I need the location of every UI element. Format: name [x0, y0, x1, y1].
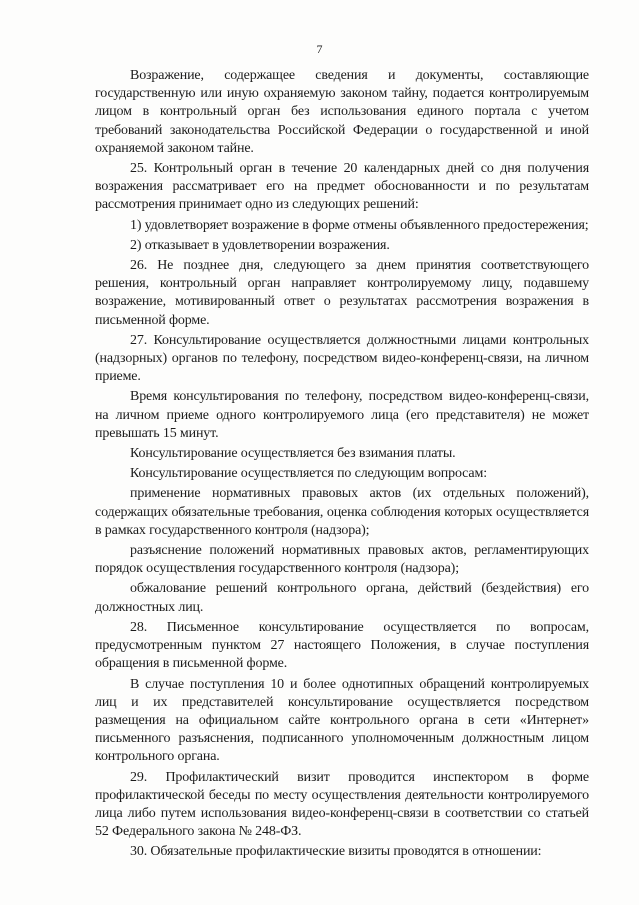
paragraph: Время консультирования по телефону, посредством видео-конференц-связи, на личном приеме одного контролируемого лица (его представителя) не может превышать 15 минут. — [95, 389, 589, 441]
paragraph: применение нормативных правовых актов (их отдельных положений), содержащих обязательные требования, оценка соблюдения которых осуществляется в рамках государственного контроля (надзора); — [95, 486, 589, 538]
paragraph: 26. Не позднее дня, следующего за днем принятия соответствующего решения, контрольный орган направляет контролируемому лицу, подавшему возражение, мотивированный ответ о результатах рассмотрения возражения в письменной форме. — [95, 258, 589, 328]
paragraph: В случае поступления 10 и более однотипных обращений контролируемых лиц и их представителей консультирование осуществляется посредством размещения на официальном сайте контрольного органа в сети «Интернет» письменного разъяснения, подписанного уполномоченным должностным лицом контрольного органа. — [95, 676, 589, 765]
paragraph: 1) удовлетворяет возражение в форме отмены объявленного предостережения; — [130, 217, 589, 233]
paragraph: Консультирование осуществляется по следующим вопросам: — [130, 466, 487, 482]
paragraph: 30. Обязательные профилактические визиты проводятся в отношении: — [130, 844, 542, 860]
paragraph: обжалование решений контрольного органа, действий (бездействия) его должностных лиц. — [95, 581, 589, 615]
paragraph: Консультирование осуществляется без взимания платы. — [130, 446, 456, 462]
page-number: 7 — [316, 42, 323, 56]
paragraph: 2) отказывает в удовлетворении возражения. — [130, 237, 390, 253]
paragraph: 29. Профилактический визит проводится инспектором в форме профилактической беседы по месту осуществления деятельности контролируемого лица либо путем использования видео-конференц-связи в соответствии со статьей 52 Федерального закона № 248-ФЗ. — [95, 769, 589, 840]
paragraph: 28. Письменное консультирование осуществляется по вопросам, предусмотренным пунктом 27 настоящего Положения, в случае поступления обращения в письменной форме. — [95, 619, 589, 672]
paragraph: 27. Консультирование осуществляется должностными лицами контрольных (надзорных) органов по телефону, посредством видео-конференц-связи, на личном приеме. — [95, 332, 589, 385]
document-body — [95, 67, 589, 864]
paragraph: Возражение, содержащее сведения и документы, составляющие государственную или иную охраняемую законом тайну, подается контролируемым лицом в контрольный орган без использования единого портала с учетом требований законодательства Российской Федерации о государственной и иной охраняемой законом тайне. — [95, 68, 589, 156]
paragraph: 25. Контрольный орган в течение 20 календарных дней со дня получения возражения рассматривает его на предмет обоснованности и по результатам рассмотрения принимает одно из следующих решений: — [95, 161, 589, 213]
paragraph: разъяснение положений нормативных правовых актов, регламентирующих порядок осуществления государственного контроля (надзора); — [95, 543, 589, 577]
